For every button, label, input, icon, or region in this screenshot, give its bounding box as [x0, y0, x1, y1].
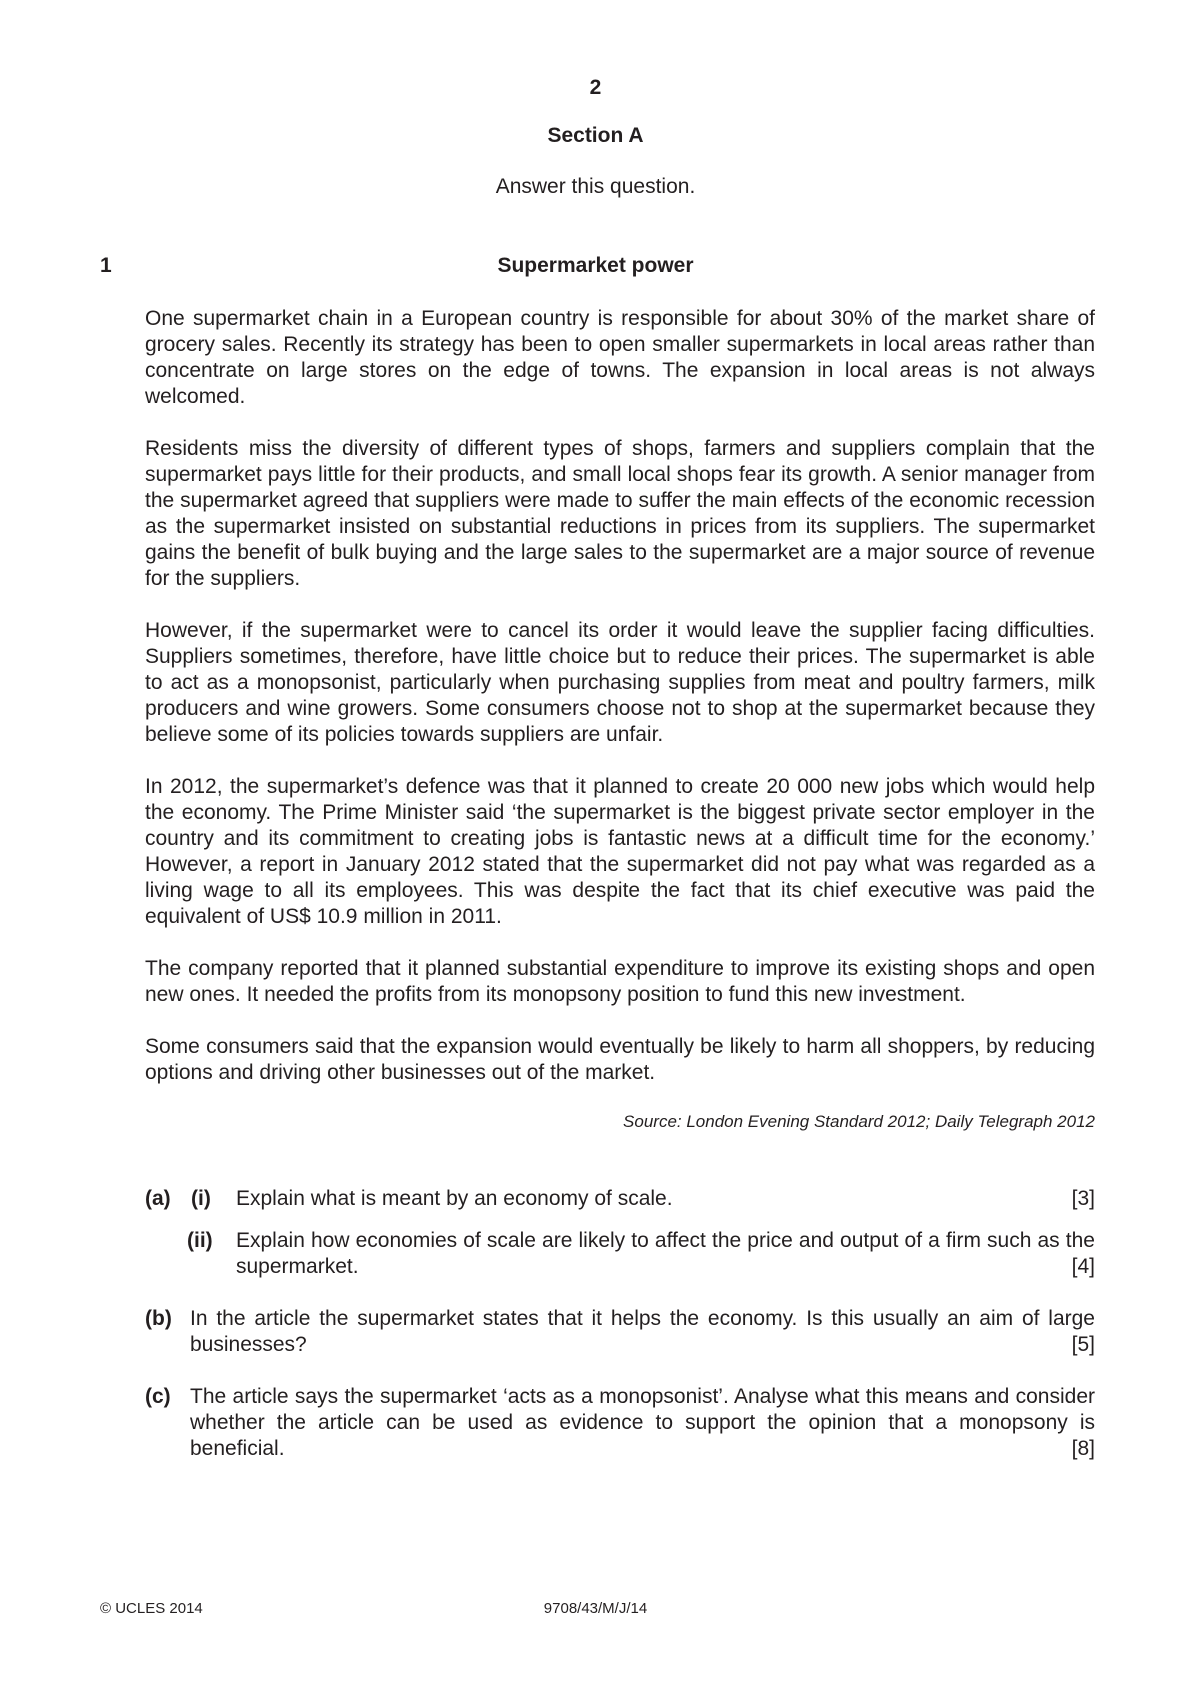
question-text-content: In the article the supermarket states that it helps the economy. Is this usually an aim of large businesses? [190, 1307, 1095, 1356]
question-text-content: Explain what is meant by an economy of scale. [236, 1187, 673, 1210]
question-text-content: The article says the supermarket ‘acts as a monopsonist’. Analyse what this means and consider whether the article can be used as evidence to support the opinion that a monopsony is beneficial. [190, 1385, 1095, 1460]
question-text [190, 1306, 1095, 1358]
question-part-b [145, 1306, 1095, 1358]
question-text [236, 1186, 1095, 1212]
marks-label: [4] [1071, 1255, 1095, 1278]
marks-label: [3] [1071, 1187, 1095, 1210]
instruction-text: Answer this question. [495, 175, 696, 198]
source-citation: Source: London Evening Standard 2012; Daily Telegraph 2012 [623, 1112, 1095, 1131]
question-text-content: Explain how economies of scale are likely to affect the price and output of a firm such as the supermarket. [236, 1229, 1095, 1278]
copyright-notice: © UCLES 2014 [100, 1600, 203, 1617]
article-paragraph: However, if the supermarket were to cancel its order it would leave the supplier facing difficulties. Suppliers sometimes, therefore, have little choice but to reduce their prices. The supermarket is able to act as a monopsonist, particularly when purchasing supplies from meat and poultry farmers, milk producers and wine growers. Some consumers choose not to shop at the supermarket because they believe some of its policies towards suppliers are unfair. [145, 619, 1095, 746]
question-part-a-i [145, 1186, 1095, 1212]
section-title: Section A [547, 124, 644, 147]
question-text [190, 1384, 1095, 1462]
article-title: Supermarket power [497, 254, 694, 277]
article-paragraph: Some consumers said that the expansion would eventually be likely to harm all shoppers, by reducing options and driving other businesses out of the market. [145, 1035, 1095, 1084]
question-part-a-ii [145, 1228, 1095, 1280]
article-paragraph: In 2012, the supermarket’s defence was that it planned to create 20 000 new jobs which would help the economy. The Prime Minister said ‘the supermarket is the biggest private sector employer in the country and its commitment to creating jobs is fantastic news at a difficult time for the economy.’ However, a report in January 2012 stated that the supermarket did not pay what was regarded as a living wage to all its employees. This was despite the fact that its chief executive was paid the equivalent of US$ 10.9 million in 2011. [145, 775, 1095, 928]
part-label-a: (a) [145, 1187, 171, 1210]
page-number: 2 [589, 76, 602, 99]
subpart-label-ii: (ii) [187, 1229, 213, 1252]
subpart-label-i: (i) [191, 1187, 211, 1210]
question-part-c [145, 1384, 1095, 1462]
article-paragraph: Residents miss the diversity of different types of shops, farmers and suppliers complain that the supermarket pays little for their products, and small local shops fear its growth. A senior manager from the supermarket agreed that suppliers were made to suffer the main effects of the economic recession as the supermarket insisted on substantial reductions in prices from its suppliers. The supermarket gains the benefit of bulk buying and the large sales to the supermarket are a major source of revenue for the suppliers. [145, 437, 1095, 590]
part-label-b: (b) [145, 1307, 172, 1330]
question-number: 1 [100, 254, 112, 277]
marks-label: [8] [1071, 1437, 1095, 1460]
paper-code: 9708/43/M/J/14 [543, 1600, 648, 1617]
part-label-c: (c) [145, 1385, 171, 1408]
article-paragraph: The company reported that it planned substantial expenditure to improve its existing shops and open new ones. It needed the profits from its monopsony position to fund this new investment. [145, 957, 1095, 1006]
question-text [236, 1228, 1095, 1280]
marks-label: [5] [1071, 1333, 1095, 1356]
article-paragraph: One supermarket chain in a European country is responsible for about 30% of the market share of grocery sales. Recently its strategy has been to open smaller supermarkets in local areas rather than concentrate on large stores on the edge of towns. The expansion in local areas is not always welcomed. [145, 307, 1095, 408]
question-parts [145, 1186, 1095, 1478]
article-body [145, 306, 1095, 1112]
